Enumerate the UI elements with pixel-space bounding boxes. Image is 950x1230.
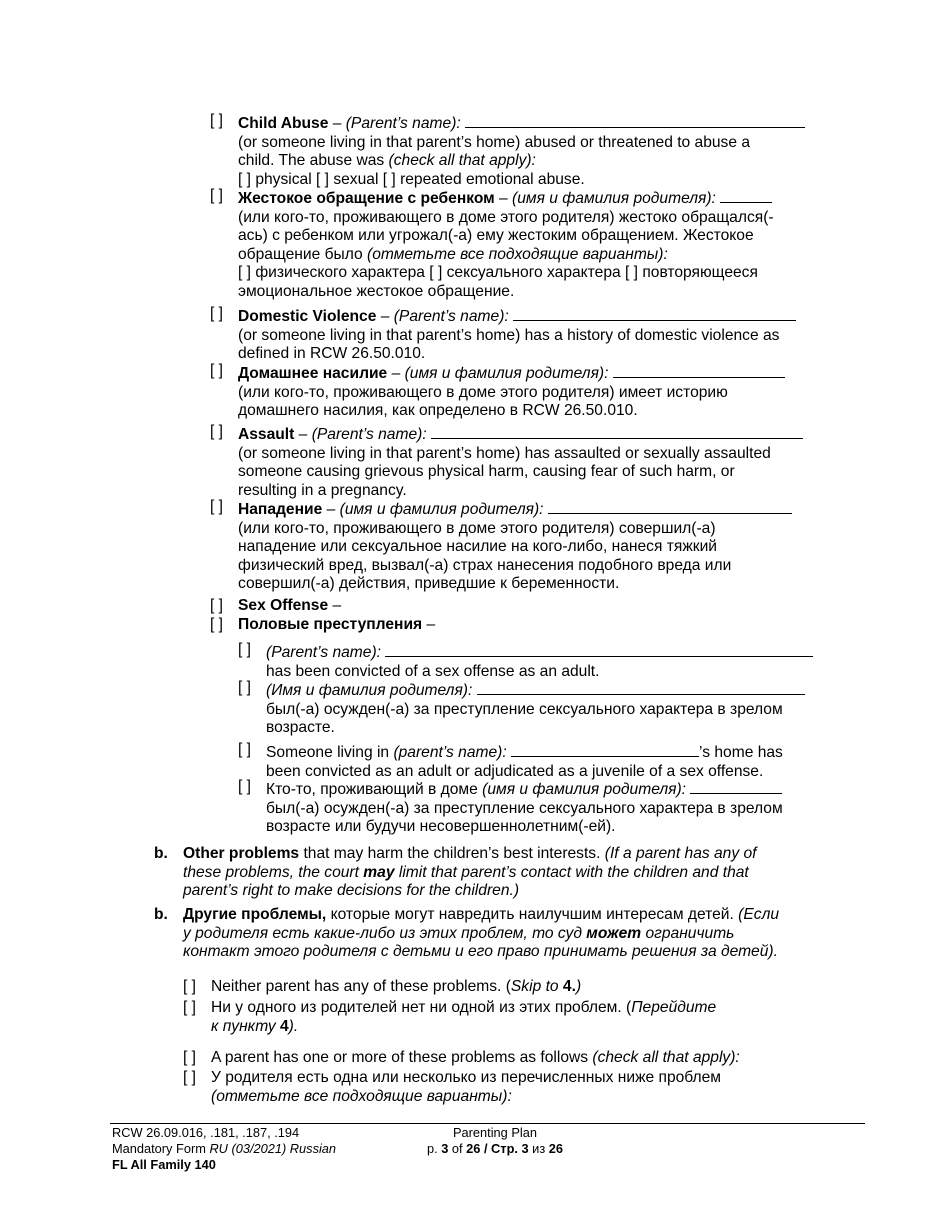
item-text: (отметьте все подходящие варианты): [211, 1087, 512, 1105]
sex-offense-ru-item [238, 616, 435, 635]
item-text: these problems, the court [183, 863, 364, 881]
parent-name-line[interactable] [385, 641, 813, 657]
item-text: возрасте или будучи несовершеннолетним(-ей). [266, 818, 616, 835]
item-text: A parent has one or more of these problems as follows [211, 1049, 593, 1066]
item-text: нападение или сексуальное насилие на кого-либо, нанеся тяжкий [238, 538, 718, 555]
item-text: (или кого-то, проживающего в доме этого родителя) жестоко обращался(- [238, 208, 774, 226]
item-text: ась) с ребенком или угрожал(-а) ему жестоким обращением. Жестокое [238, 227, 754, 244]
item-text: ) [575, 978, 582, 995]
section-b-ru-title: Другие проблемы, [183, 906, 327, 923]
assault-checkbox[interactable]: [ ] [210, 423, 223, 440]
item-text: домашнего насилия, как определено в RCW 26.50.010. [238, 402, 638, 419]
item-text: возрасте. [266, 719, 335, 736]
item-text: (Если [738, 906, 780, 923]
parent-name-line[interactable] [548, 498, 792, 514]
section-b-ru-letter: b. [154, 906, 168, 923]
item-text: Skip to [510, 978, 563, 995]
parent-name-prompt: (имя и фамилия родителя): [404, 365, 609, 382]
item-text: у родителя есть какие-либо из этих проблем, то суд [183, 924, 587, 942]
parent-name-prompt: (Parent’s name): [311, 426, 427, 443]
one-or-more-option [211, 1049, 740, 1068]
sub-parent-item [266, 641, 813, 681]
page-label-ru: из [528, 1141, 549, 1156]
item-text: parent’s right to make decisions for the children.) [183, 882, 520, 899]
one-or-more-ru-option [211, 1069, 721, 1106]
dash: – [322, 501, 340, 518]
dash: – [328, 597, 342, 614]
item-text: (или кого-то, проживающего в доме этого родителя) совершил(-а) [238, 519, 716, 537]
page-label-ru: / Стр. [480, 1141, 522, 1156]
neither-checkbox[interactable]: [ ] [183, 978, 196, 995]
parent-name-line[interactable] [513, 305, 796, 321]
footer-left [112, 1125, 336, 1173]
page-total-ru: 26 [548, 1141, 563, 1156]
skip-target: 4. [562, 978, 576, 995]
sub-someone-checkbox[interactable]: [ ] [238, 741, 251, 758]
sub-parent-ru-item [266, 679, 805, 738]
footer-divider [110, 1123, 865, 1124]
section-b-heading [183, 845, 756, 901]
dash: – [494, 190, 513, 207]
item-text: Someone living in [266, 744, 394, 761]
sub-parent-checkbox[interactable]: [ ] [238, 641, 251, 658]
domestic-violence-title: Domestic Violence [238, 308, 377, 325]
sub-someone-ru-checkbox[interactable]: [ ] [238, 778, 251, 795]
item-text: обращение было [238, 245, 368, 263]
parent-name-line[interactable] [465, 112, 805, 128]
item-text: (or someone living in that parent’s home) has a history of domestic violence as [238, 326, 780, 344]
section-b-ru-heading [183, 906, 779, 962]
parent-name-prompt: (parent’s name): [393, 744, 507, 761]
item-text: У родителя есть одна или несколько из перечисленных ниже проблем [211, 1069, 722, 1086]
child-abuse-ru-item [238, 187, 774, 301]
item-text: resulting in a pregnancy. [238, 481, 407, 499]
dash: – [422, 616, 436, 633]
item-text: эмоциональное жестокое обращение. [238, 282, 515, 300]
domestic-violence-checkbox[interactable]: [ ] [210, 305, 223, 322]
item-text: (If a parent has any of [604, 845, 757, 862]
parent-name-prompt: (имя и фамилия родителя): [339, 501, 544, 518]
footer-title: Parenting Plan [453, 1125, 537, 1140]
assault-title: Assault [238, 426, 295, 443]
neither-ru-checkbox[interactable]: [ ] [183, 999, 196, 1016]
item-text: been convicted as an adult or adjudicated as a juvenile of a sex offense. [266, 762, 764, 780]
item-text: совершил(-а) действия, приведшие к беременности. [238, 575, 620, 592]
parent-name-prompt: (имя и фамилия родителя): [482, 781, 687, 798]
footer-form-version: RU (03/2021) Russian [209, 1141, 337, 1156]
abuse-type-options[interactable]: [ ] physical [ ] sexual [ ] repeated emotional abuse. [238, 170, 585, 188]
child-abuse-ru-title: Жестокое обращение с ребенком [238, 190, 495, 207]
item-text: has been convicted of a sex offense as an adult. [266, 662, 600, 680]
section-b-title: Other problems [183, 845, 300, 862]
assault-ru-title: Нападение [238, 501, 323, 518]
item-text: (отметьте все подходящие варианты): [367, 245, 668, 263]
parent-name-prompt: (Parent’s name): [345, 115, 461, 132]
item-text: Перейдите [631, 999, 717, 1016]
sub-someone-item [266, 741, 783, 781]
item-text: someone causing grievous physical harm, causing fear of such harm, or [238, 463, 735, 480]
item-text: ’s home has [699, 744, 783, 761]
neither-option [211, 978, 581, 997]
item-text: которые могут навредить наилучшим интересам детей. [326, 906, 739, 923]
item-text: (check all that apply): [592, 1049, 740, 1066]
parent-name-prompt: (Parent’s name): [266, 644, 381, 661]
parent-name-prompt: (Parent’s name): [393, 308, 509, 325]
item-text: Ни у одного из родителей нет ни одной из этих проблем. ( [211, 999, 632, 1016]
assault-ru-item [238, 498, 792, 594]
item-text: ограничить [641, 924, 735, 942]
page-total: 26 [466, 1141, 481, 1156]
item-text: that may harm the children’s best interests. [299, 845, 605, 862]
domestic-violence-ru-checkbox[interactable]: [ ] [210, 362, 223, 379]
item-text: (или кого-то, проживающего в доме этого родителя) имеет историю [238, 383, 728, 401]
dash: – [294, 426, 312, 443]
item-text: был(-а) осужден(-а) за преступление сексуального характера в зрелом [266, 799, 783, 817]
page-number: 3 [441, 1141, 449, 1156]
abuse-type-options-ru[interactable]: [ ] физического характера [ ] сексуального характера [ ] повторяющееся [238, 264, 758, 281]
footer-center [420, 1125, 570, 1157]
page-label: p. [427, 1141, 442, 1156]
sub-someone-ru-item [266, 778, 783, 837]
sex-offense-title: Sex Offense [238, 597, 329, 614]
item-text: (or someone living in that parent’s home) has assaulted or sexually assaulted [238, 444, 771, 462]
one-or-more-ru-checkbox[interactable]: [ ] [183, 1069, 196, 1086]
item-text: (check all that apply): [388, 152, 536, 169]
child-abuse-title: Child Abuse [238, 115, 329, 132]
parent-name-line[interactable] [613, 362, 785, 378]
item-text: (or someone living in that parent’s home) abused or threatened to abuse a [238, 133, 751, 151]
child-abuse-checkbox[interactable]: [ ] [210, 112, 223, 129]
assault-item [238, 423, 803, 500]
page-label: of [448, 1141, 467, 1156]
domestic-violence-item [238, 305, 796, 364]
footer-form-label: Mandatory Form [112, 1141, 210, 1156]
item-text: был(-а) осужден(-а) за преступление сексуального характера в зрелом [266, 700, 783, 718]
parent-name-line[interactable] [690, 778, 782, 794]
item-text: Neither parent has any of these problems. ( [211, 978, 511, 995]
emphasis-may: may [363, 863, 395, 881]
assault-ru-checkbox[interactable]: [ ] [210, 498, 223, 515]
emphasis-may-ru: может [586, 924, 642, 942]
item-text: контакт этого родителя с детьми и его право принимать решения за детей). [183, 943, 778, 960]
page-number-ru: 3 [521, 1141, 529, 1156]
domestic-violence-ru-item [238, 362, 785, 421]
dash: – [376, 308, 394, 325]
parent-name-line[interactable] [431, 423, 803, 439]
child-abuse-ru-checkbox[interactable]: [ ] [210, 187, 223, 204]
parent-name-prompt: (имя и фамилия родителя): [512, 190, 716, 207]
sub-parent-ru-checkbox[interactable]: [ ] [238, 679, 251, 696]
dash: – [387, 365, 405, 382]
item-text: Кто-то, проживающий в доме [266, 781, 483, 798]
section-b-letter: b. [154, 845, 168, 862]
item-text: defined in RCW 26.50.010. [238, 345, 426, 362]
child-abuse-item [238, 112, 805, 189]
sex-offense-item [238, 597, 341, 616]
item-text: к пункту [211, 1017, 280, 1035]
parent-name-line[interactable] [720, 187, 772, 203]
sex-offense-ru-title: Половые преступления [238, 616, 423, 633]
parent-name-prompt: (Имя и фамилия родителя): [266, 682, 473, 699]
item-text: limit that parent’s contact with the children and that [394, 863, 749, 881]
skip-target: 4 [279, 1017, 289, 1035]
sex-offense-ru-checkbox[interactable]: [ ] [210, 616, 223, 633]
item-text: физический вред, вызвал(-а) страх нанесения подобного вреда или [238, 556, 732, 574]
neither-ru-option [211, 999, 716, 1036]
domestic-violence-ru-title: Домашнее насилие [238, 365, 388, 382]
item-text: child. The abuse was [238, 152, 389, 169]
footer-form-code: FL All Family 140 [112, 1157, 216, 1172]
parent-name-line[interactable] [511, 741, 699, 757]
parent-name-line[interactable] [477, 679, 805, 695]
one-or-more-checkbox[interactable]: [ ] [183, 1049, 196, 1066]
sex-offense-checkbox[interactable]: [ ] [210, 597, 223, 614]
footer-rcw: RCW 26.09.016, .181, .187, .194 [112, 1125, 300, 1140]
dash: – [328, 115, 346, 132]
item-text: ). [288, 1017, 299, 1035]
